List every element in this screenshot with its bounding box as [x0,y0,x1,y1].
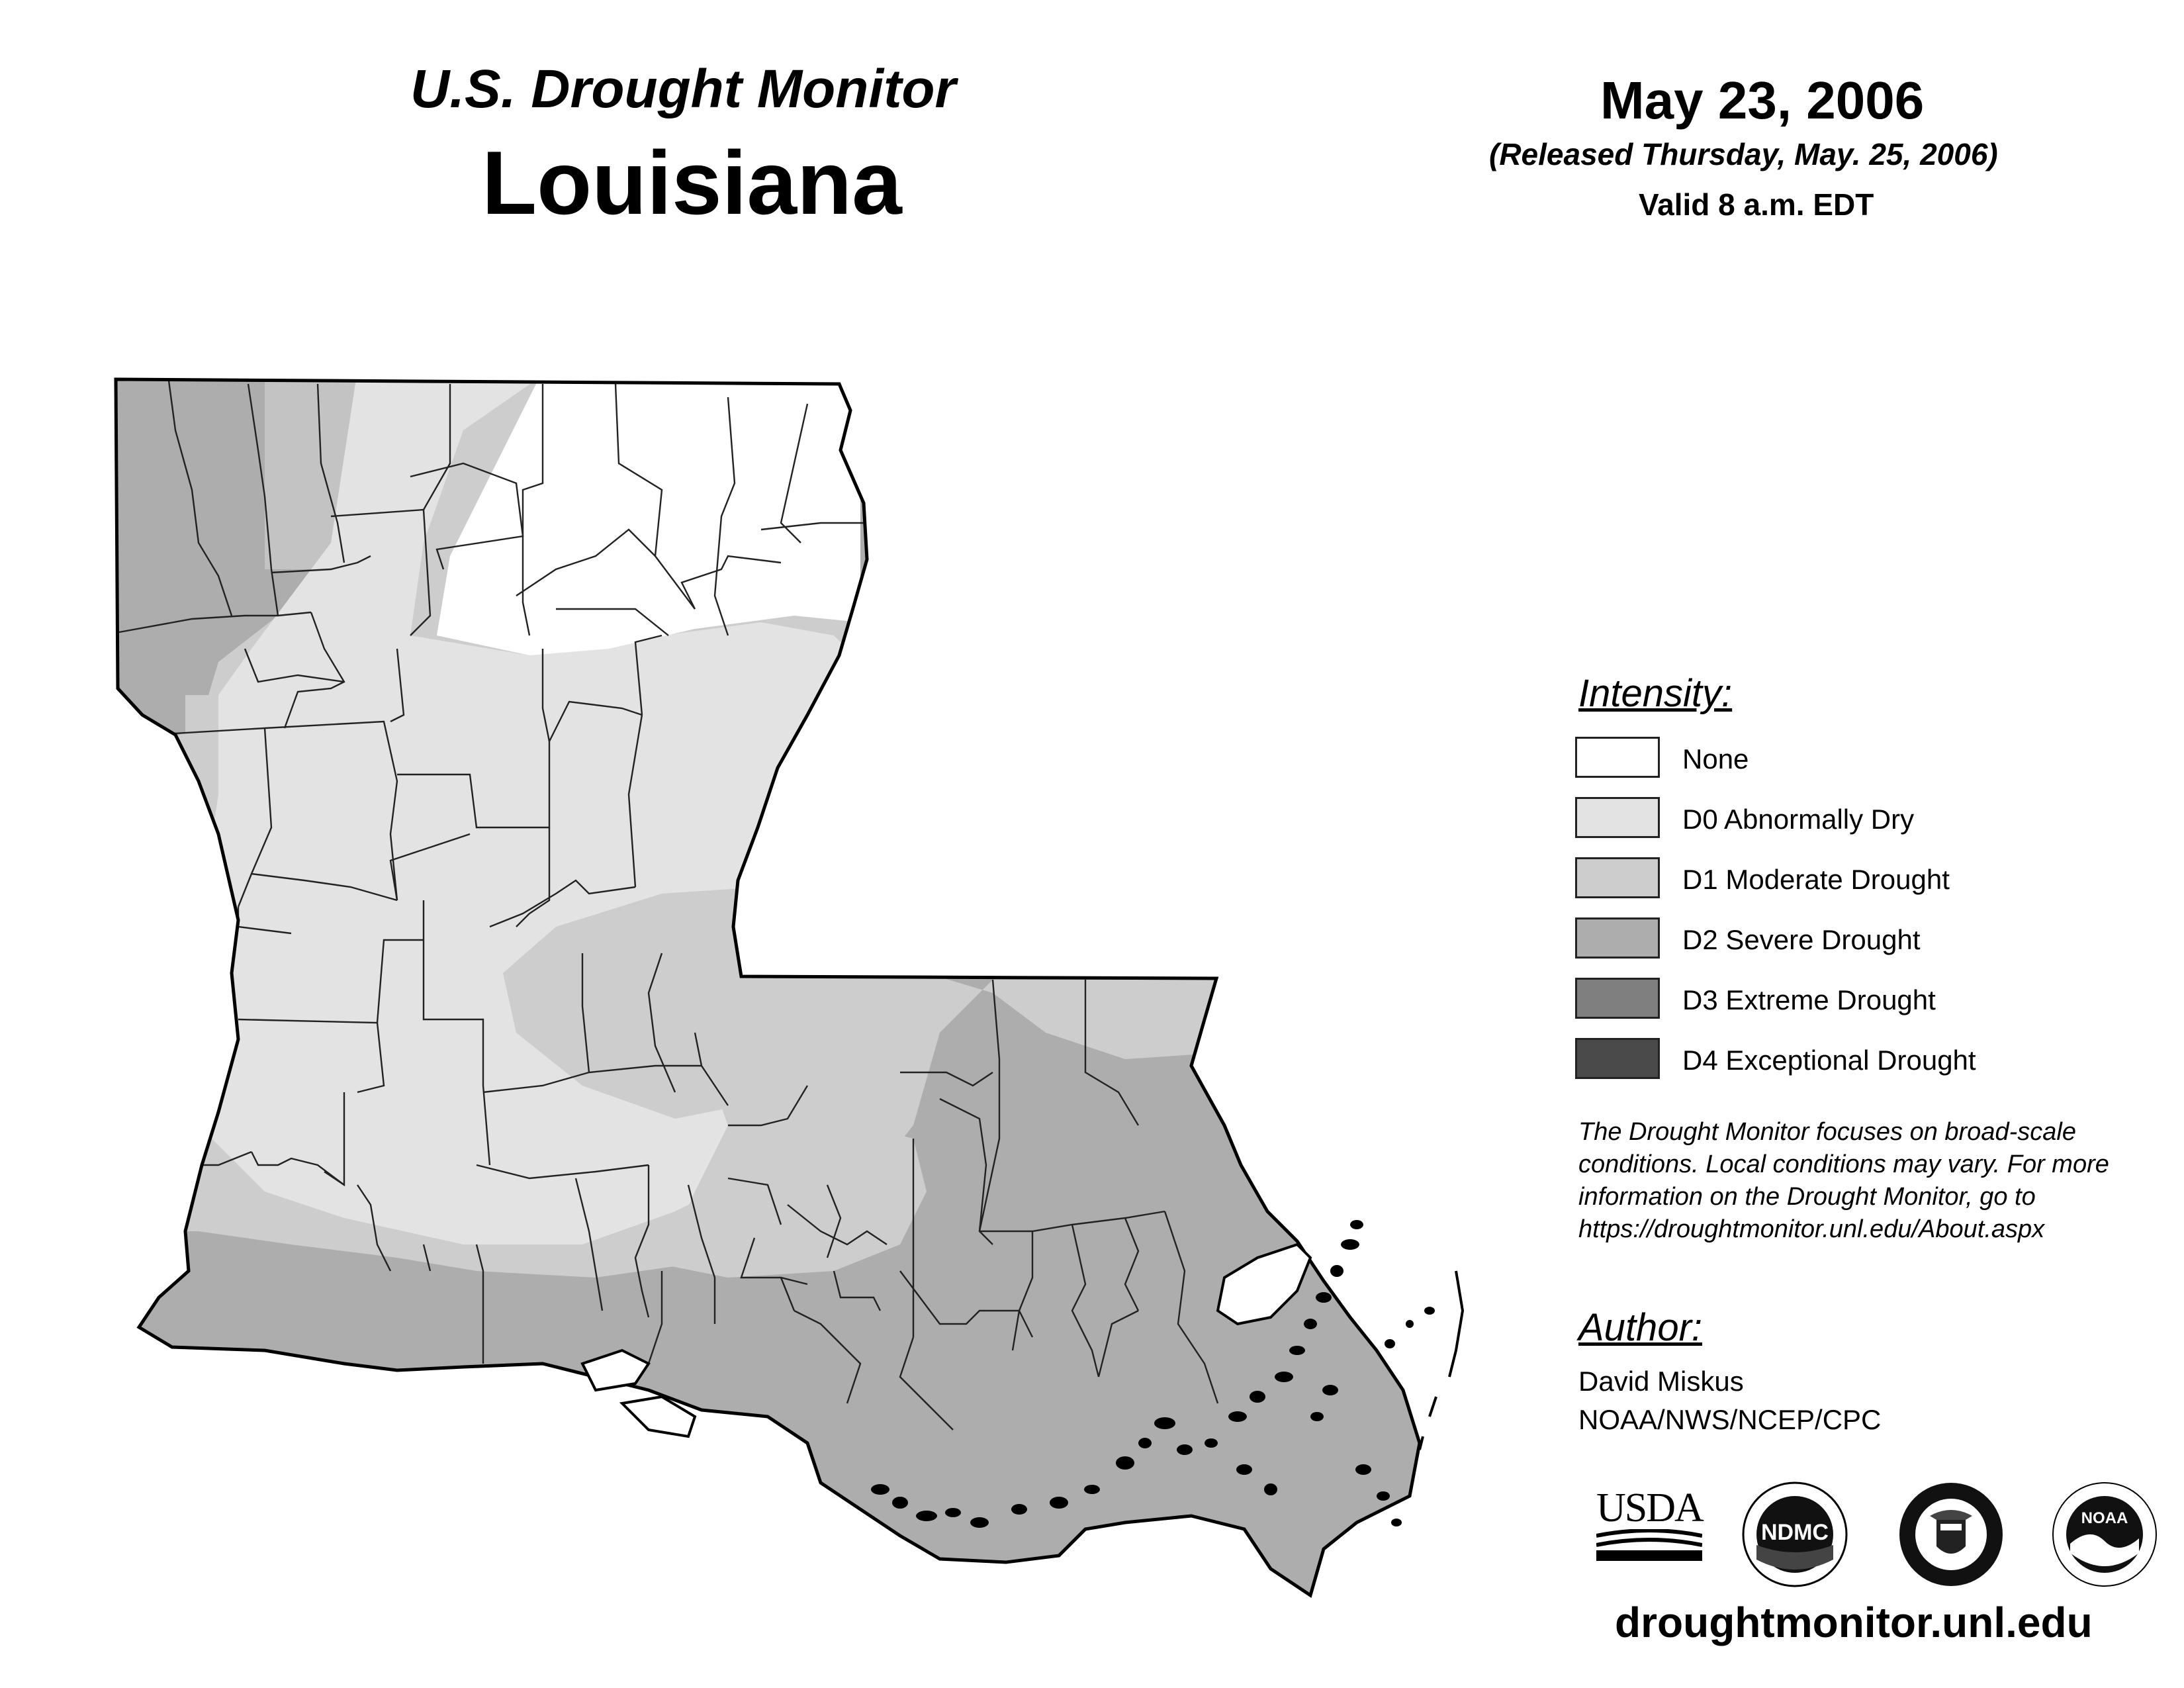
note-line: https://droughtmonitor.unl.edu/About.aspx [1578,1215,2045,1243]
legend-swatch [1575,1038,1660,1079]
valid-time: Valid 8 a.m. EDT [1639,187,1874,222]
legend-label: D1 Moderate Drought [1682,864,1950,895]
author-title: Author: [1578,1306,1702,1349]
product-title: U.S. Drought Monitor [410,59,956,119]
legend-swatch [1575,737,1660,778]
legend-swatch [1575,857,1660,898]
region-title: Louisiana [482,132,902,233]
author-org: NOAA/NWS/NCEP/CPC [1578,1404,1882,1435]
legend-swatch [1575,978,1660,1019]
note-line: information on the Drought Monitor, go to [1578,1183,2036,1211]
map-date: May 23, 2006 [1600,71,1925,130]
usda-logo-text: USDA [1596,1485,1703,1530]
note-line: The Drought Monitor focuses on broad-scale [1578,1118,2076,1146]
release-date: (Released Thursday, May. 25, 2006) [1489,137,1998,171]
disclaimer-note [1578,1116,2109,1246]
legend-label: D2 Severe Drought [1682,924,1921,955]
drought-shading [99,371,1423,1628]
usda-logo-stripes [1596,1529,1702,1562]
note-line: conditions. Local conditions may vary. For more [1578,1150,2109,1178]
footer-url[interactable]: droughtmonitor.unl.edu [1615,1599,2093,1646]
chandeleur-islands [1420,1271,1463,1450]
legend-label: None [1682,743,1749,774]
ndmc-logo [1741,1480,1849,1589]
noaa-logo [2050,1480,2159,1589]
noaa-logo-text: NOAA [2081,1509,2128,1527]
ndmc-logo-text: NDMC [1761,1520,1829,1545]
legend-label: D3 Extreme Drought [1682,984,1936,1015]
legend-label: D0 Abnormally Dry [1682,804,1915,835]
legend-swatch [1575,917,1660,959]
legend-swatch [1575,797,1660,838]
author-name: David Miskus [1578,1366,1744,1397]
commerce-logo [1897,1480,2005,1589]
legend-title: Intensity: [1578,672,1733,715]
usda-logo [1596,1487,1702,1565]
legend-label: D4 Exceptional Drought [1682,1045,1976,1076]
